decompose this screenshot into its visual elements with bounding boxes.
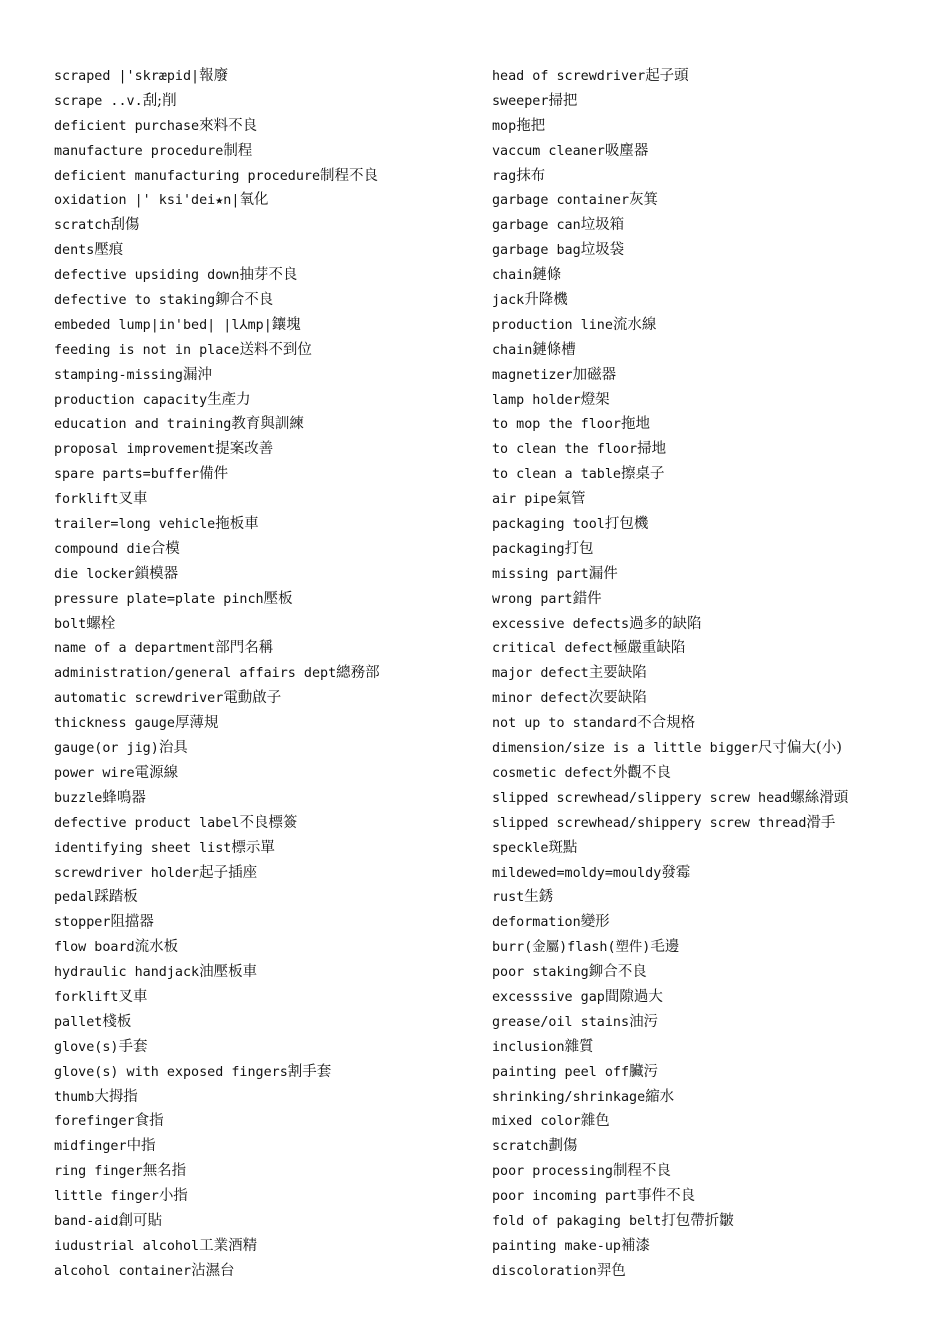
chinese-translation: 打包機 [604, 516, 649, 533]
chinese-translation: 鉚合不良 [588, 964, 647, 981]
english-term: pallet [54, 1014, 103, 1030]
chinese-translation: 踩踏板 [94, 889, 138, 906]
english-term: to mop the floor [492, 417, 621, 433]
chinese-translation: 總務部 [336, 665, 380, 682]
chinese-translation: 燈架 [580, 391, 610, 408]
vocab-entry [54, 1060, 479, 1085]
chinese-translation: 拖地 [621, 416, 650, 433]
english-term: grease/oil stains [492, 1014, 630, 1030]
vocab-entry [492, 213, 944, 238]
vocab-entry [54, 114, 479, 139]
chinese-translation: 中指 [126, 1138, 156, 1155]
vocab-entry [54, 363, 479, 388]
chinese-translation: 刮傷 [110, 217, 140, 234]
chinese-translation: 外觀不良 [612, 764, 671, 781]
chinese-translation: 斑點 [548, 839, 578, 856]
english-term: glove(s) [54, 1039, 119, 1055]
vocab-entry [54, 1109, 479, 1134]
vocab-entry [54, 711, 479, 736]
vocab-entry [492, 1159, 944, 1184]
vocab-entry [54, 836, 479, 861]
english-term: head of screwdriver [492, 69, 646, 84]
vocab-entry [54, 238, 479, 263]
chinese-translation: 打包 [564, 540, 594, 557]
vocab-entry [492, 1109, 944, 1134]
vocab-entry [492, 537, 944, 562]
vocab-entry [54, 412, 479, 437]
chinese-translation: 氣管 [556, 491, 586, 508]
chinese-translation: 羿色 [596, 1262, 626, 1279]
chinese-translation: 打包帶折皺 [661, 1212, 734, 1229]
english-term: burr(金屬)flash(塑件) [492, 940, 651, 956]
vocab-entry [54, 686, 479, 711]
chinese-translation: 壓痕 [94, 242, 124, 259]
english-term: mildewed=moldy=mouldy [492, 865, 662, 881]
chinese-translation: 厚薄規 [174, 715, 219, 732]
english-term: flow board [54, 940, 135, 956]
vocab-entry [54, 537, 479, 562]
chinese-translation: 發霉 [661, 864, 691, 881]
chinese-translation: 螺絲滑頭 [790, 789, 849, 806]
english-term: mop [492, 118, 517, 134]
chinese-translation: 叉車 [118, 988, 148, 1005]
vocab-entry [492, 89, 944, 114]
chinese-translation: 不合規格 [637, 715, 696, 732]
english-term: production line [492, 317, 613, 333]
vocab-entry [492, 313, 944, 338]
english-term: stopper [54, 915, 111, 931]
vocab-entry [492, 238, 944, 263]
english-term: identifying sheet list [54, 840, 232, 856]
vocab-entry [492, 1035, 944, 1060]
english-term: little finger [54, 1189, 159, 1205]
vocab-entry [492, 885, 944, 910]
vocab-entry [492, 1259, 944, 1284]
vocab-entry [54, 636, 479, 661]
chinese-translation: 事件不良 [637, 1188, 696, 1205]
chinese-translation: 升降機 [524, 292, 568, 309]
vocab-entry [492, 711, 944, 736]
vocab-entry [54, 263, 479, 288]
chinese-translation: 鏈條 [532, 267, 562, 284]
chinese-translation: 抽芽不良 [239, 267, 298, 284]
english-term: midfinger [54, 1139, 127, 1155]
chinese-translation: 生產力 [207, 391, 251, 408]
chinese-translation: 過多的缺陷 [629, 615, 702, 632]
english-term: compound die [54, 541, 151, 557]
vocab-entry [54, 861, 479, 886]
english-term: not up to standard [492, 716, 638, 732]
chinese-translation: 報廢 [199, 68, 229, 84]
left-vocabulary-column [54, 64, 479, 1284]
english-term: trailer=long vehicle [54, 517, 216, 533]
vocab-entry [492, 985, 944, 1010]
english-term: stamping-missing [54, 367, 183, 383]
chinese-translation: 小指 [158, 1188, 188, 1205]
english-term: chain [492, 342, 533, 358]
vocab-entry [492, 910, 944, 935]
vocab-entry [492, 462, 944, 487]
chinese-translation: 電源線 [134, 764, 179, 781]
chinese-translation: 起子插座 [199, 864, 258, 881]
english-term: major defect [492, 666, 589, 682]
vocab-entry [54, 736, 479, 761]
vocab-entry [54, 985, 479, 1010]
english-term: oxidation |' ksi'dei★n| [54, 193, 240, 209]
vocab-entry [492, 388, 944, 413]
english-term: screwdriver holder [54, 865, 200, 881]
vocab-entry [54, 885, 479, 910]
chinese-translation: 送料不到位 [239, 341, 312, 358]
english-term: power wire [54, 765, 135, 781]
chinese-translation: 吸塵器 [604, 142, 649, 159]
vocab-entry [492, 811, 944, 836]
vocab-entry [54, 288, 479, 313]
english-term: fold of pakaging belt [492, 1213, 662, 1229]
chinese-translation: 漏件 [588, 565, 618, 582]
vocab-entry [492, 686, 944, 711]
chinese-translation: 標示單 [231, 839, 275, 856]
chinese-translation: 割手套 [287, 1063, 332, 1080]
english-term: thumb [54, 1089, 95, 1105]
chinese-translation: 縮水 [645, 1088, 675, 1105]
chinese-translation: 垃圾袋 [580, 242, 625, 259]
chinese-translation: 手套 [118, 1038, 148, 1055]
vocab-entry [54, 1134, 479, 1159]
chinese-translation: 臟污 [629, 1063, 659, 1080]
english-term: iudustrial alcohol [54, 1238, 200, 1254]
chinese-translation: 螺栓 [86, 615, 116, 632]
chinese-translation: 拖把 [516, 117, 546, 134]
english-term: minor defect [492, 691, 589, 707]
vocab-entry [54, 388, 479, 413]
english-term: garbage bag [492, 243, 581, 259]
vocab-entry [54, 661, 479, 686]
chinese-translation: 流水板 [134, 939, 179, 956]
vocab-entry [492, 114, 944, 139]
chinese-translation: 加磁器 [572, 366, 617, 383]
english-term: die locker [54, 566, 135, 582]
vocab-entry [492, 437, 944, 462]
english-term: critical defect [492, 641, 613, 657]
chinese-translation: 沾濕台 [191, 1262, 235, 1279]
vocab-entry [492, 1085, 944, 1110]
chinese-translation: 雜色 [580, 1113, 610, 1130]
english-term: jack [492, 293, 525, 309]
chinese-translation: 刮;削 [142, 92, 177, 109]
chinese-translation: 漏沖 [183, 366, 212, 383]
chinese-translation: 不良標簽 [239, 814, 298, 831]
vocab-entry [54, 1035, 479, 1060]
vocab-entry [492, 1134, 944, 1159]
vocab-entry [492, 612, 944, 637]
vocab-entry [54, 786, 479, 811]
english-term: poor incoming part [492, 1189, 638, 1205]
english-term: excesssive gap [492, 989, 605, 1005]
chinese-translation: 掃地 [637, 441, 667, 458]
vocab-entry [54, 587, 479, 612]
chinese-translation: 主要缺陷 [588, 665, 647, 682]
english-term: to clean a table [492, 467, 621, 483]
vocab-entry [492, 935, 944, 960]
chinese-translation: 抹布 [516, 167, 546, 184]
chinese-translation: 垃圾箱 [580, 217, 625, 234]
vocab-entry [54, 1209, 479, 1234]
english-term: slipped screwhead/slippery screw head [492, 790, 791, 806]
chinese-translation: 電動啟子 [223, 690, 282, 707]
english-term: to clean the floor [492, 442, 638, 458]
english-term: scraped |'skræpid| [54, 69, 200, 84]
vocab-entry [54, 462, 479, 487]
english-term: defective product label [54, 815, 240, 831]
english-term: rust [492, 890, 525, 906]
chinese-translation: 變形 [580, 914, 610, 931]
vocab-entry [54, 1259, 479, 1284]
chinese-translation: 油污 [629, 1013, 659, 1030]
english-term: feeding is not in place [54, 342, 240, 358]
vocab-entry [54, 213, 479, 238]
chinese-translation: 流水線 [612, 316, 657, 333]
vocab-entry [54, 64, 479, 89]
english-term: forklift [54, 989, 119, 1005]
vocab-entry [492, 587, 944, 612]
chinese-translation: 制程不良 [320, 167, 379, 184]
chinese-translation: 無名指 [142, 1163, 187, 1180]
vocab-entry [492, 1184, 944, 1209]
vocab-entry [492, 338, 944, 363]
english-term: hydraulic handjack [54, 965, 200, 981]
english-term: pedal [54, 890, 95, 906]
english-term: lamp holder [492, 392, 581, 408]
english-term: ring finger [54, 1164, 143, 1180]
english-term: packaging [492, 541, 565, 557]
chinese-translation: 氧化 [239, 192, 269, 209]
vocab-entry [492, 1060, 944, 1085]
vocab-entry [54, 935, 479, 960]
chinese-translation: 創可貼 [118, 1212, 162, 1229]
english-term: garbage container [492, 193, 630, 209]
chinese-translation: 鑲塊 [271, 316, 301, 333]
chinese-translation: 壓板 [263, 590, 293, 607]
chinese-translation: 部門名稱 [215, 640, 274, 657]
chinese-translation: 工業酒精 [199, 1237, 258, 1254]
english-term: vaccum cleaner [492, 143, 605, 159]
english-term: forklift [54, 492, 119, 508]
chinese-translation: 拖板車 [215, 516, 259, 533]
vocab-entry [54, 188, 479, 213]
english-term: magnetizer [492, 367, 573, 383]
chinese-translation: 提案改善 [215, 441, 274, 458]
chinese-translation: 灰箕 [629, 192, 659, 209]
vocab-entry [492, 761, 944, 786]
chinese-translation: 鎖模器 [134, 565, 179, 582]
chinese-translation: 次要缺陷 [588, 690, 647, 707]
chinese-translation: 尺寸偏大(小) [758, 740, 842, 757]
vocab-entry [492, 786, 944, 811]
english-term: defective to staking [54, 293, 216, 309]
english-term: dents [54, 243, 95, 259]
chinese-translation: 錯件 [572, 590, 602, 607]
english-term: glove(s) with exposed fingers [54, 1064, 288, 1080]
vocab-entry [492, 1234, 944, 1259]
vocab-entry [54, 89, 479, 114]
vocab-entry [492, 661, 944, 686]
vocab-entry [492, 562, 944, 587]
english-term: band-aid [54, 1213, 119, 1229]
chinese-translation: 蜂鳴器 [102, 789, 146, 806]
english-term: thickness gauge [54, 716, 175, 732]
chinese-translation: 毛邊 [650, 939, 680, 956]
vocab-entry [492, 164, 944, 189]
chinese-translation: 叉車 [118, 491, 148, 508]
english-term: excessive defects [492, 616, 630, 632]
english-term: spare parts=buffer [54, 467, 200, 483]
vocab-entry [54, 562, 479, 587]
english-term: defective upsiding down [54, 268, 240, 284]
english-term: slipped screwhead/shippery screw thread [492, 815, 807, 831]
vocab-entry [492, 139, 944, 164]
english-term: name of a department [54, 641, 216, 657]
chinese-translation: 大拇指 [94, 1088, 138, 1105]
english-term: missing part [492, 566, 589, 582]
vocab-entry [54, 164, 479, 189]
chinese-translation: 治具 [158, 740, 188, 757]
chinese-translation: 擦桌子 [621, 466, 665, 483]
english-term: scratch [492, 1139, 549, 1155]
chinese-translation: 阻擋器 [110, 914, 154, 931]
chinese-translation: 制程不良 [612, 1163, 671, 1180]
chinese-translation: 掃把 [548, 92, 578, 109]
english-term: shrinking/shrinkage [492, 1089, 646, 1105]
chinese-translation: 棧板 [102, 1013, 132, 1030]
english-term: wrong part [492, 591, 573, 607]
vocab-entry [54, 612, 479, 637]
chinese-translation: 制程 [223, 142, 253, 159]
chinese-translation: 生銹 [524, 889, 554, 906]
english-term: deficient manufacturing procedure [54, 168, 321, 184]
english-term: administration/general affairs dept [54, 666, 337, 682]
chinese-translation: 教育與訓練 [231, 416, 304, 433]
vocab-entry [54, 910, 479, 935]
vocab-entry [492, 1010, 944, 1035]
vocab-entry [54, 1184, 479, 1209]
english-term: mixed color [492, 1114, 581, 1130]
vocab-entry [492, 1209, 944, 1234]
english-term: manufacture procedure [54, 143, 224, 159]
english-term: poor processing [492, 1164, 613, 1180]
chinese-translation: 補漆 [621, 1237, 650, 1254]
english-term: discoloration [492, 1263, 597, 1279]
chinese-translation: 雜質 [564, 1038, 594, 1055]
chinese-translation: 鏈條槽 [532, 341, 576, 358]
english-term: production capacity [54, 392, 208, 408]
vocab-entry [54, 437, 479, 462]
vocab-entry [492, 64, 944, 89]
vocab-entry [54, 811, 479, 836]
english-term: embeded lump|in'bed| |l⅄mp| [54, 317, 272, 333]
vocab-entry [492, 736, 944, 761]
english-term: dimension/size is a little bigger [492, 741, 759, 757]
english-term: air pipe [492, 492, 557, 508]
vocab-entry [54, 1234, 479, 1259]
english-term: buzzle [54, 790, 103, 806]
vocab-entry [492, 636, 944, 661]
vocab-entry [492, 288, 944, 313]
vocab-entry [54, 1010, 479, 1035]
chinese-translation: 合模 [150, 540, 180, 557]
vocab-entry [54, 313, 479, 338]
english-term: gauge(or jig) [54, 741, 159, 757]
english-term: painting peel off [492, 1064, 630, 1080]
english-term: speckle [492, 840, 549, 856]
vocab-entry [54, 1085, 479, 1110]
vocab-entry [54, 512, 479, 537]
vocab-entry [492, 487, 944, 512]
right-vocabulary-column [492, 64, 944, 1284]
chinese-translation: 劃傷 [548, 1138, 578, 1155]
english-term: automatic screwdriver [54, 691, 224, 707]
english-term: garbage can [492, 218, 581, 234]
chinese-translation: 油壓板車 [199, 964, 258, 981]
vocab-entry [54, 338, 479, 363]
english-term: scratch [54, 218, 111, 234]
chinese-translation: 備件 [199, 466, 229, 483]
english-term: alcohol container [54, 1263, 192, 1279]
english-term: painting make-up [492, 1238, 621, 1254]
english-term: deformation [492, 915, 581, 931]
english-term: pressure plate=plate pinch [54, 591, 264, 607]
vocab-entry [492, 263, 944, 288]
english-term: rag [492, 168, 517, 184]
chinese-translation: 滑手 [806, 814, 836, 831]
english-term: proposal improvement [54, 442, 216, 458]
vocab-entry [54, 1159, 479, 1184]
vocab-entry [492, 412, 944, 437]
chinese-translation: 食指 [134, 1113, 164, 1130]
english-term: poor staking [492, 965, 589, 981]
english-term: bolt [54, 616, 87, 632]
english-term: packaging tool [492, 517, 605, 533]
vocab-entry [492, 836, 944, 861]
chinese-translation: 間隙過大 [604, 988, 663, 1005]
vocab-entry [492, 188, 944, 213]
english-term: deficient purchase [54, 118, 200, 134]
english-term: cosmetic defect [492, 765, 613, 781]
chinese-translation: 極嚴重缺陷 [612, 640, 686, 657]
chinese-translation: 來料不良 [199, 117, 258, 134]
vocab-entry [54, 960, 479, 985]
chinese-translation: 起子頭 [645, 68, 689, 84]
english-term: scrape ..v. [54, 93, 143, 109]
vocab-entry [54, 487, 479, 512]
vocab-entry [492, 861, 944, 886]
english-term: sweeper [492, 93, 549, 109]
vocab-entry [492, 363, 944, 388]
vocab-entry [54, 761, 479, 786]
english-term: education and training [54, 417, 232, 433]
chinese-translation: 鉚合不良 [215, 292, 274, 309]
vocab-entry [492, 512, 944, 537]
english-term: chain [492, 268, 533, 284]
vocab-entry [54, 139, 479, 164]
vocab-entry [492, 960, 944, 985]
english-term: forefinger [54, 1114, 135, 1130]
english-term: inclusion [492, 1039, 565, 1055]
